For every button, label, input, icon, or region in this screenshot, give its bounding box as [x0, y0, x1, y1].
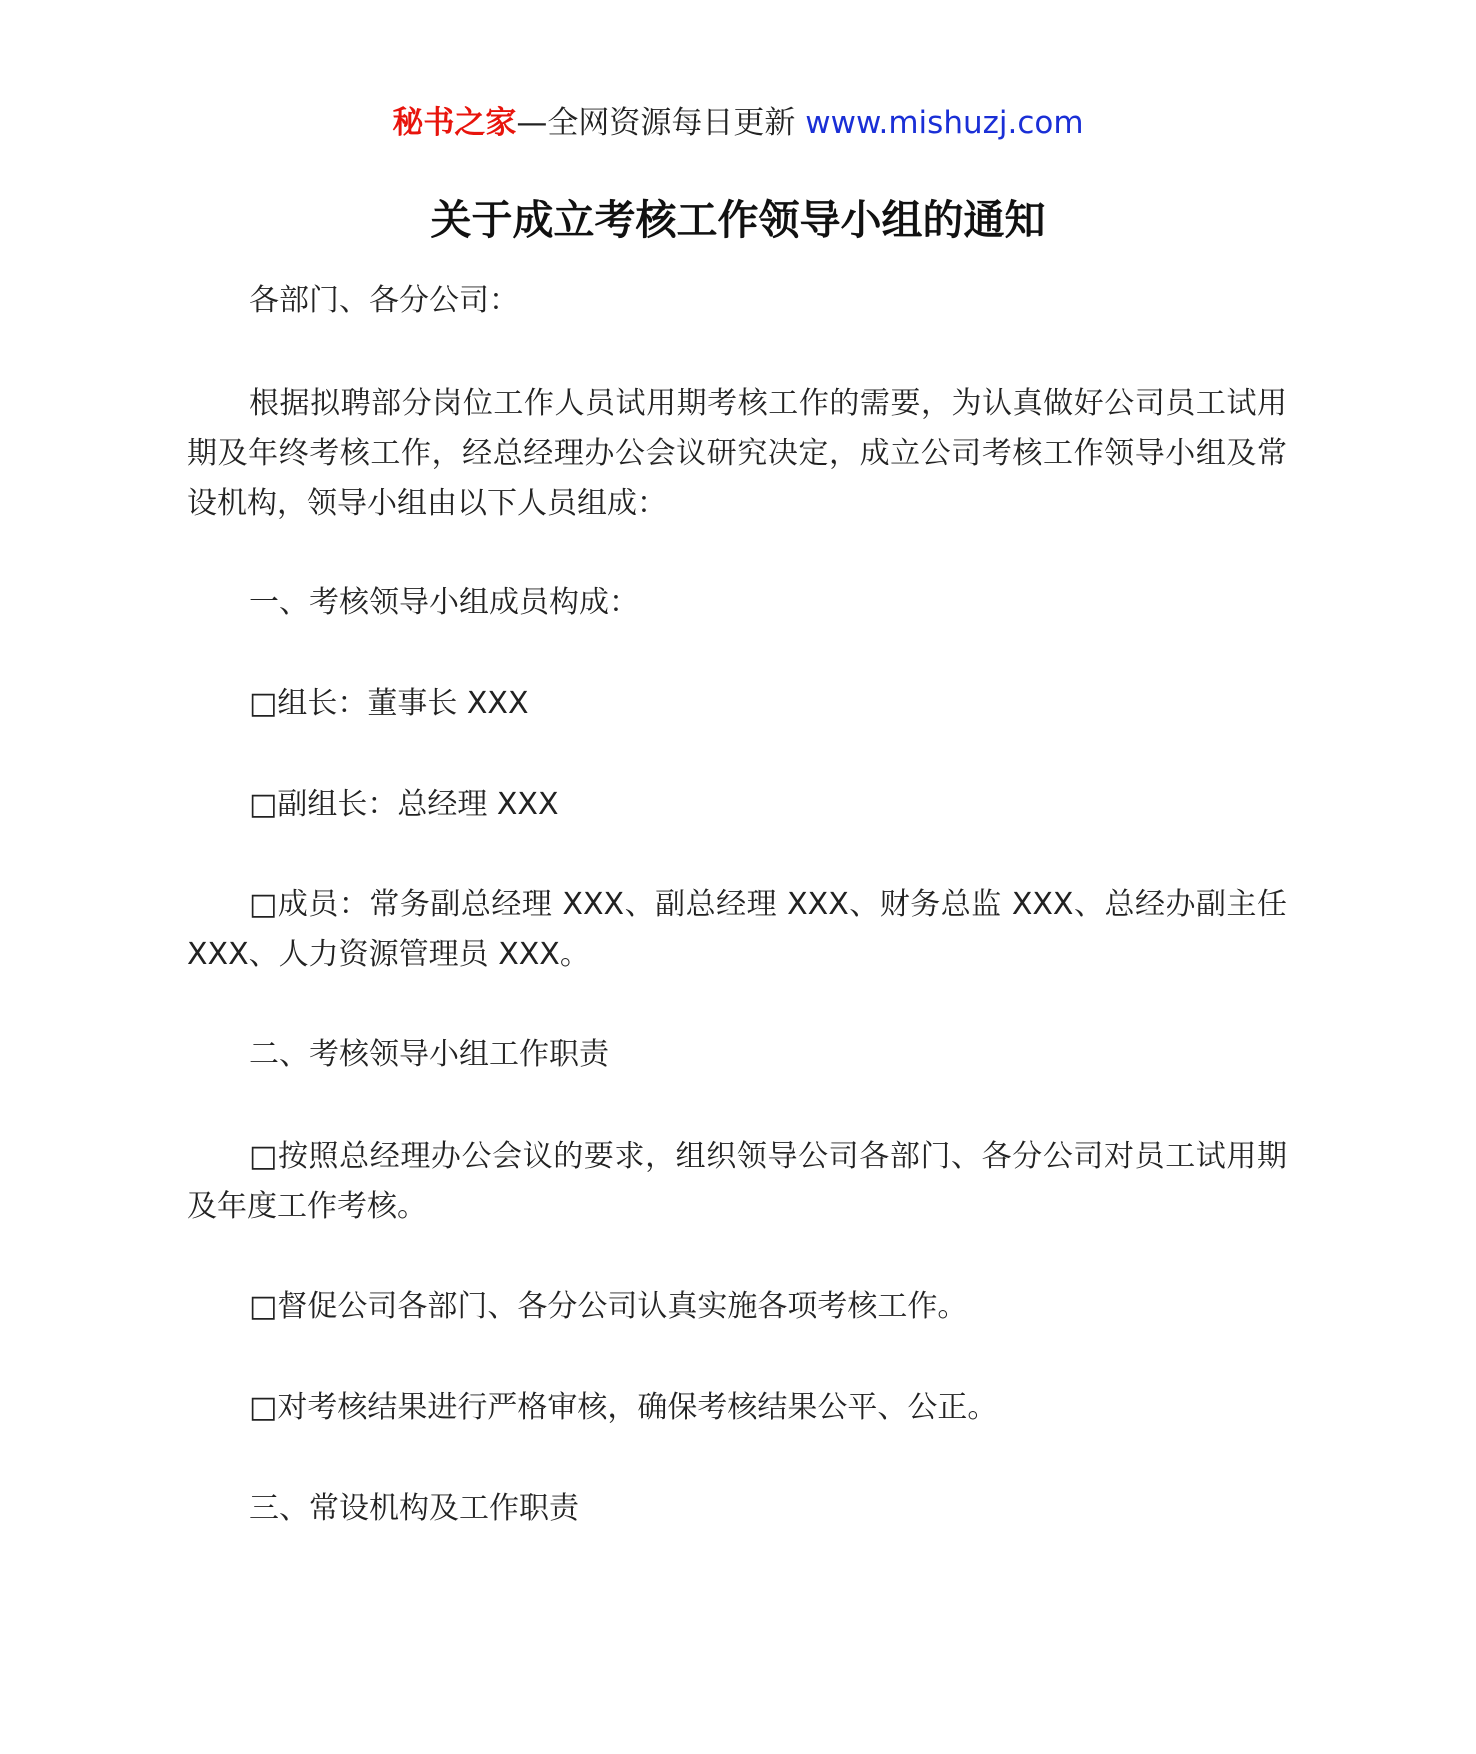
list-item-duty-2: □督促公司各部门、各分公司认真实施各项考核工作。	[249, 1289, 968, 1324]
document-title: 关于成立考核工作领导小组的通知	[430, 196, 1046, 244]
section-heading-1: 一、考核领导小组成员构成：	[249, 585, 639, 620]
salutation: 各部门、各分公司：	[249, 283, 519, 318]
brand-name: 秘书之家	[392, 105, 517, 141]
header-tagline: —全网资源每日更新	[516, 105, 796, 141]
list-item-leader: □组长：董事长 XXX	[249, 686, 529, 721]
site-url-link[interactable]: www.mishuzj.com	[805, 105, 1084, 141]
site-header	[0, 100, 1476, 146]
list-item-members: □成员：常务副总经理 XXX、副总经理 XXX、财务总监 XXX、总经办副主任 XXX、人力资源管理员 XXX。	[187, 887, 1287, 972]
list-item-duty-3: □对考核结果进行严格审核，确保考核结果公平、公正。	[249, 1390, 998, 1425]
list-item-deputy-leader: □副组长：总经理 XXX	[249, 787, 559, 822]
section-heading-2: 二、考核领导小组工作职责	[249, 1037, 609, 1072]
intro-paragraph: 根据拟聘部分岗位工作人员试用期考核工作的需要，为认真做好公司员工试用期及年终考核工作，经总经理办公会议研究决定，成立公司考核工作领导小组及常设机构，领导小组由以下人员组成：	[187, 386, 1287, 521]
list-item-duty-1: □按照总经理办公会议的要求，组织领导公司各部门、各分公司对员工试用期及年度工作考核。	[187, 1139, 1287, 1224]
section-heading-3: 三、常设机构及工作职责	[249, 1491, 579, 1526]
